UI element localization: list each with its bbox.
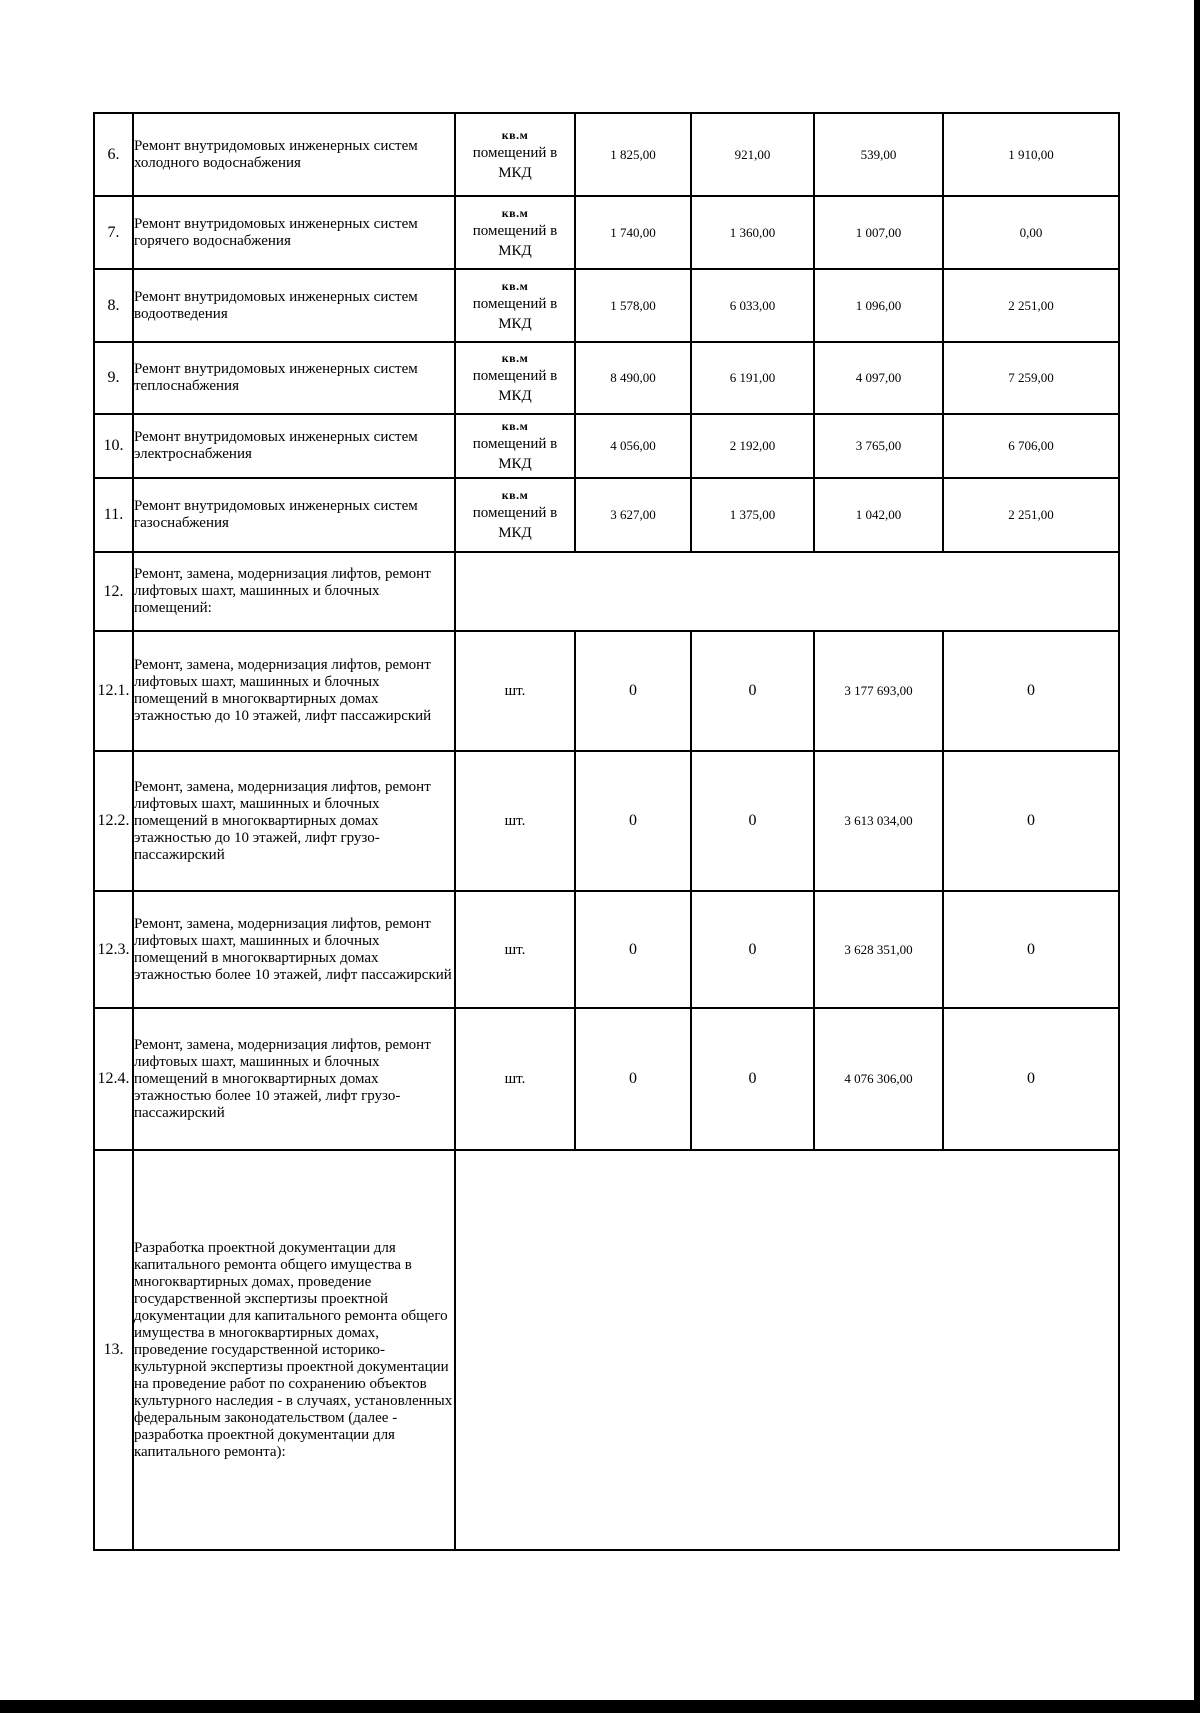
value-cell: 4 076 306,00 xyxy=(814,1008,943,1150)
work-name: Ремонт внутридомовых инженерных систем теплоснабжения xyxy=(133,342,455,414)
unit-cell xyxy=(455,414,575,478)
value-cell: 0 xyxy=(943,891,1119,1008)
value-cell: 3 628 351,00 xyxy=(814,891,943,1008)
row-number: 10. xyxy=(94,414,133,478)
row-number: 12.4. xyxy=(94,1008,133,1150)
row-number: 11. xyxy=(94,478,133,552)
value-cell: 4 097,00 xyxy=(814,342,943,414)
value-cell: 0 xyxy=(943,751,1119,891)
table-row xyxy=(94,478,1119,552)
unit-line: помещений в xyxy=(472,368,558,384)
value-cell: 3 613 034,00 xyxy=(814,751,943,891)
table-row xyxy=(94,113,1119,196)
row-number: 7. xyxy=(94,196,133,269)
unit-line: помещений в xyxy=(472,505,558,521)
unit-line: МКД xyxy=(498,525,532,541)
work-name: Ремонт внутридомовых инженерных систем холодного водоснабжения xyxy=(133,113,455,196)
value-cell: 1 825,00 xyxy=(575,113,691,196)
scan-edge-right xyxy=(1194,0,1200,1713)
work-name: Ремонт, замена, модернизация лифтов, ремонт лифтовых шахт, машинных и блочных помещений в многоквартирных домах этажностью более 10 этажей, лифт пассажирский xyxy=(133,891,455,1008)
table-row xyxy=(94,414,1119,478)
row-number: 12.2. xyxy=(94,751,133,891)
table-row xyxy=(94,269,1119,342)
unit-line: кв.м xyxy=(501,351,529,365)
value-cell: 7 259,00 xyxy=(943,342,1119,414)
table-row xyxy=(94,342,1119,414)
row-number: 9. xyxy=(94,342,133,414)
unit-line: МКД xyxy=(498,388,532,404)
value-cell: 921,00 xyxy=(691,113,814,196)
value-cell: 1 007,00 xyxy=(814,196,943,269)
unit-line: кв.м xyxy=(501,127,529,142)
value-cell: 2 192,00 xyxy=(691,414,814,478)
merged-empty-cell xyxy=(455,1150,1119,1550)
value-cell: 1 740,00 xyxy=(575,196,691,269)
value-cell: 6 191,00 xyxy=(691,342,814,414)
value-cell: 0 xyxy=(575,751,691,891)
value-cell: 6 706,00 xyxy=(943,414,1119,478)
unit-line: кв.м xyxy=(501,419,529,433)
value-cell: 3 765,00 xyxy=(814,414,943,478)
unit-cell xyxy=(455,196,575,269)
unit-cell xyxy=(455,342,575,414)
table-row xyxy=(94,751,1119,891)
value-cell: 1 096,00 xyxy=(814,269,943,342)
unit-line: кв.м xyxy=(501,205,529,220)
value-cell: 0 xyxy=(943,631,1119,751)
work-name: Ремонт внутридомовых инженерных систем электроснабжения xyxy=(133,414,455,478)
work-name: Разработка проектной документации для капитального ремонта общего имущества в многоквартирных домах, проведение государственной экспертизы проектной документации для капитального ремонта общего имущества в многоквартирных домах, проведение государственной историко-культурной экспертизы проектной документации на проведение работ по сохранению объектов культурного наследия - в случаях, установленных федеральным законодательством (далее - разработка проектной документации для капитального ремонта): xyxy=(133,1150,455,1550)
value-cell: 3 627,00 xyxy=(575,478,691,552)
work-name: Ремонт, замена, модернизация лифтов, ремонт лифтовых шахт, машинных и блочных помещений в многоквартирных домах этажностью до 10 этажей, лифт пассажирский xyxy=(133,631,455,751)
unit-cell: шт. xyxy=(455,631,575,751)
value-cell: 0 xyxy=(691,1008,814,1150)
table-row xyxy=(94,891,1119,1008)
row-number: 12. xyxy=(94,552,133,631)
value-cell: 2 251,00 xyxy=(943,478,1119,552)
work-name: Ремонт, замена, модернизация лифтов, ремонт лифтовых шахт, машинных и блочных помещений в многоквартирных домах этажностью более 10 этажей, лифт грузо-пассажирский xyxy=(133,1008,455,1150)
value-cell: 1 360,00 xyxy=(691,196,814,269)
unit-cell: шт. xyxy=(455,891,575,1008)
unit-cell xyxy=(455,269,575,342)
table-row xyxy=(94,631,1119,751)
cost-table xyxy=(93,112,1120,1551)
work-name: Ремонт внутридомовых инженерных систем горячего водоснабжения xyxy=(133,196,455,269)
unit-cell xyxy=(455,113,575,196)
value-cell: 3 177 693,00 xyxy=(814,631,943,751)
table-row xyxy=(94,552,1119,631)
unit-line: кв.м xyxy=(501,278,529,293)
value-cell: 0 xyxy=(691,631,814,751)
work-name: Ремонт, замена, модернизация лифтов, ремонт лифтовых шахт, машинных и блочных помещений в многоквартирных домах этажностью до 10 этажей, лифт грузо-пассажирский xyxy=(133,751,455,891)
value-cell: 4 056,00 xyxy=(575,414,691,478)
unit-line: кв.м xyxy=(501,488,529,502)
unit-line: помещений в xyxy=(472,222,558,239)
value-cell: 1 375,00 xyxy=(691,478,814,552)
table-row xyxy=(94,1008,1119,1150)
unit-line: помещений в xyxy=(472,436,558,452)
value-cell: 2 251,00 xyxy=(943,269,1119,342)
value-cell: 0 xyxy=(575,631,691,751)
table-row xyxy=(94,1150,1119,1550)
row-number: 12.1. xyxy=(94,631,133,751)
row-number: 12.3. xyxy=(94,891,133,1008)
value-cell: 539,00 xyxy=(814,113,943,196)
value-cell: 8 490,00 xyxy=(575,342,691,414)
work-name: Ремонт, замена, модернизация лифтов, ремонт лифтовых шахт, машинных и блочных помещений: xyxy=(133,552,455,631)
value-cell: 0 xyxy=(943,1008,1119,1150)
unit-cell xyxy=(455,478,575,552)
unit-line: МКД xyxy=(498,242,532,259)
work-name: Ремонт внутридомовых инженерных систем водоотведения xyxy=(133,269,455,342)
unit-cell: шт. xyxy=(455,751,575,891)
scan-edge-bottom xyxy=(0,1700,1200,1713)
value-cell: 6 033,00 xyxy=(691,269,814,342)
value-cell: 1 042,00 xyxy=(814,478,943,552)
value-cell: 0 xyxy=(575,891,691,1008)
value-cell: 1 578,00 xyxy=(575,269,691,342)
value-cell: 1 910,00 xyxy=(943,113,1119,196)
unit-line: МКД xyxy=(498,315,532,332)
merged-empty-cell xyxy=(455,552,1119,631)
table-row xyxy=(94,196,1119,269)
value-cell: 0 xyxy=(691,891,814,1008)
work-name: Ремонт внутридомовых инженерных систем газоснабжения xyxy=(133,478,455,552)
value-cell: 0 xyxy=(575,1008,691,1150)
row-number: 6. xyxy=(94,113,133,196)
value-cell: 0,00 xyxy=(943,196,1119,269)
row-number: 8. xyxy=(94,269,133,342)
unit-line: помещений в xyxy=(472,144,558,161)
unit-line: МКД xyxy=(498,164,532,181)
unit-cell: шт. xyxy=(455,1008,575,1150)
unit-line: МКД xyxy=(498,456,532,472)
unit-line: помещений в xyxy=(472,295,558,312)
value-cell: 0 xyxy=(691,751,814,891)
row-number: 13. xyxy=(94,1150,133,1550)
